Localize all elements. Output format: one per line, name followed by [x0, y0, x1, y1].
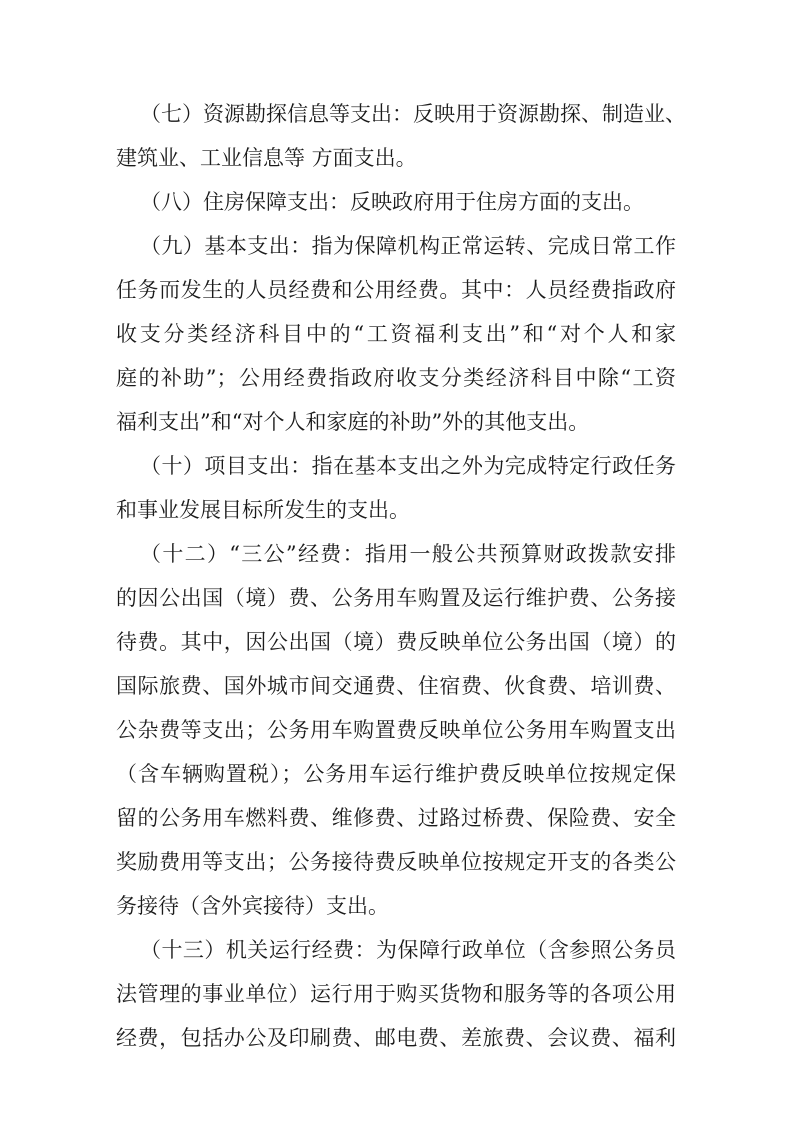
paragraph-9-line-4: 庭的补助”；公用经费指政府收支分类经济科目中除“工资 — [116, 366, 676, 390]
paragraph-9-line-1: （九）基本支出：指为保障机构正常运转、完成日常工作 — [140, 234, 676, 258]
paragraph-7-line-1: （七）资源勘探信息等支出：反映用于资源勘探、制造业、 — [140, 102, 686, 126]
paragraph-13-line-2: 法管理的事业单位）运行用于购买货物和服务等的各项公用 — [116, 982, 676, 1006]
paragraph-12-line-7: 留的公务用车燃料费、维修费、过路过桥费、保险费、安全 — [116, 806, 676, 830]
paragraph-12-line-4: 国际旅费、国外城市间交通费、住宿费、伙食费、培训费、 — [116, 674, 676, 698]
paragraph-9-line-3: 收支分类经济科目中的“工资福利支出”和“对个人和家 — [116, 322, 676, 346]
paragraph-12-line-8: 奖励费用等支出；公务接待费反映单位按规定开支的各类公 — [116, 850, 676, 874]
paragraph-12-line-3: 待费。其中，因公出国（境）费反映单位公务出国（境）的 — [116, 630, 676, 654]
paragraph-9-line-5: 福利支出”和“对个人和家庭的补助”外的其他支出。 — [116, 410, 590, 434]
paragraph-12-line-5: 公杂费等支出；公务用车购置费反映单位公务用车购置支出 — [116, 718, 676, 742]
paragraph-13-line-1: （十三）机关运行经费：为保障行政单位（含参照公务员 — [140, 938, 676, 962]
paragraph-9-line-2: 任务而发生的人员经费和公用经费。其中：人员经费指政府 — [116, 278, 676, 302]
paragraph-10-line-1: （十）项目支出：指在基本支出之外为完成特定行政任务 — [140, 454, 676, 478]
paragraph-12-line-6: （含车辆购置税）；公务用车运行维护费反映单位按规定保 — [116, 762, 676, 786]
paragraph-12-line-9: 务接待（含外宾接待）支出。 — [116, 894, 389, 918]
paragraph-13-line-3: 经费，包括办公及印刷费、邮电费、差旅费、会议费、福利 — [116, 1026, 676, 1050]
paragraph-10-line-2: 和事业发展目标所发生的支出。 — [116, 498, 410, 522]
paragraph-12-line-1: （十二）“三公”经费：指用一般公共预算财政拨款安排 — [140, 542, 676, 566]
paragraph-12-line-2: 的因公出国（境）费、公务用车购置及运行维护费、公务接 — [116, 586, 676, 610]
paragraph-8-line-1: （八）住房保障支出：反映政府用于住房方面的支出。 — [140, 190, 644, 214]
paragraph-7-line-2: 建筑业、工业信息等 方面支出。 — [116, 146, 417, 170]
